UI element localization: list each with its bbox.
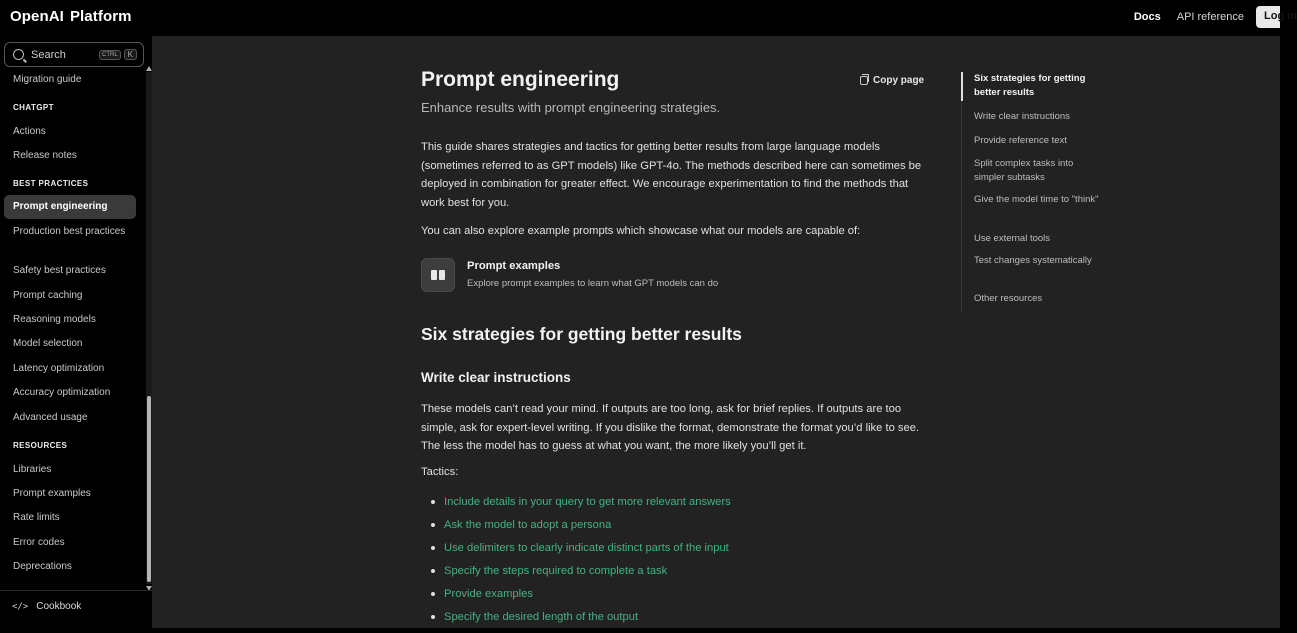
prompt-examples-card[interactable]	[421, 258, 718, 292]
toc-item-other-resources[interactable]: Other resources	[974, 293, 1043, 304]
tactic-link[interactable]: Specify the desired length of the output	[421, 610, 731, 633]
tactic-link[interactable]: Specify the steps required to complete a task	[421, 564, 731, 587]
book-icon	[421, 258, 455, 292]
kbd-ctrl: CTRL	[99, 50, 121, 60]
search-icon	[13, 49, 24, 60]
page-subtitle: Enhance results with prompt engineering strategies.	[421, 100, 721, 115]
toc-item-six-strategies[interactable]: Six strategies for getting better results	[974, 73, 1086, 98]
search-label: Search	[31, 48, 66, 61]
card-title: Prompt examples	[467, 260, 561, 272]
subsection-paragraph: These models can’t read your mind. If outputs are too long, ask for brief replies. If outputs are too simple, ask for expert-level writing. If you dislike the format, demonstrate the format you’d like to see. The less the model has to guess at what you want, the more likely you’ll get it.	[421, 403, 920, 452]
sidebar-item-safety-best-practices[interactable]: Safety best practices	[13, 265, 106, 276]
cookbook-label: Cookbook	[36, 601, 82, 612]
sidebar-item-accuracy-optimization[interactable]: Accuracy optimization	[13, 387, 111, 398]
toc-item-reference-text[interactable]: Provide reference text	[974, 135, 1067, 146]
toc-item-split-tasks[interactable]: Split complex tasks into simpler subtasks	[974, 158, 1074, 183]
tactics-label: Tactics:	[421, 466, 459, 478]
subsection-title: Write clear instructions	[421, 370, 571, 385]
copy-icon	[860, 76, 868, 85]
toc-item-write-clear[interactable]: Write clear instructions	[974, 111, 1070, 122]
main-content	[152, 36, 1280, 628]
sidebar-heading-chatgpt: CHATGPT	[13, 103, 54, 112]
login-button[interactable]: Log in	[1256, 6, 1280, 28]
sidebar-item-migration-guide[interactable]: Migration guide	[13, 74, 82, 85]
docs-link[interactable]: Docs	[1133, 11, 1161, 23]
sidebar-item-release-notes[interactable]: Release notes	[13, 150, 77, 161]
sidebar-item-advanced-usage[interactable]: Advanced usage	[13, 412, 88, 423]
sidebar-item-production-best-practices[interactable]: Production best practices	[13, 226, 126, 237]
top-bar	[0, 0, 1297, 36]
tactic-link[interactable]: Provide examples	[421, 587, 731, 610]
tactic-link[interactable]: Ask the model to adopt a persona	[421, 518, 731, 541]
brand-logo[interactable]	[10, 8, 138, 25]
sidebar-nav	[0, 70, 146, 590]
kbd-k: K	[124, 49, 137, 60]
sidebar-item-reasoning-models[interactable]: Reasoning models	[13, 314, 96, 325]
scroll-thumb[interactable]	[147, 396, 151, 582]
section-title: Six strategies for getting better results	[421, 324, 742, 344]
intro-paragraph: This guide shares strategies and tactics for getting better results from large language models (sometimes referred to as GPT models) like GPT-4o. The methods described here can sometimes be deployed in combination for greater effect. We encourage experimentation to find the methods that work best for you.	[421, 141, 922, 209]
sidebar-heading-best-practices: BEST PRACTICES	[13, 179, 89, 188]
api-reference-link[interactable]: API reference	[1176, 11, 1244, 23]
sidebar-item-deprecations[interactable]: Deprecations	[13, 561, 72, 572]
toc-active-indicator	[961, 72, 963, 101]
sidebar-item-error-codes[interactable]: Error codes	[13, 537, 65, 548]
tactic-link[interactable]: Use delimiters to clearly indicate distinct parts of the input	[421, 541, 731, 564]
sidebar-item-prompt-engineering[interactable]: Prompt engineering	[4, 195, 136, 219]
top-nav	[1133, 6, 1297, 28]
explore-paragraph: You can also explore example prompts which showcase what our models are capable of:	[421, 225, 861, 237]
sidebar-item-actions[interactable]: Actions	[13, 126, 46, 137]
toc-item-time-to-think[interactable]: Give the model time to "think"	[974, 194, 1099, 205]
sidebar-item-prompt-examples[interactable]: Prompt examples	[13, 488, 91, 499]
tactics-list	[421, 495, 731, 633]
copy-page-button[interactable]	[860, 75, 924, 86]
sidebar-item-rate-limits[interactable]: Rate limits	[13, 512, 60, 523]
sidebar-footer	[0, 590, 152, 628]
sidebar-item-prompt-caching[interactable]: Prompt caching	[13, 290, 83, 301]
sidebar	[0, 36, 152, 628]
brand-platform: Platform	[69, 8, 132, 25]
sidebar-item-latency-optimization[interactable]: Latency optimization	[13, 363, 105, 374]
toc-item-external-tools[interactable]: Use external tools	[974, 233, 1051, 244]
card-description: Explore prompt examples to learn what GPT models can do	[467, 278, 719, 289]
search-box[interactable]	[4, 42, 144, 67]
sidebar-item-libraries[interactable]: Libraries	[13, 464, 52, 475]
brand-openai: OpenAI	[10, 8, 64, 25]
tactic-link[interactable]: Include details in your query to get more relevant answers	[421, 495, 731, 518]
copy-page-label: Copy page	[873, 75, 925, 86]
toc-item-test-changes[interactable]: Test changes systematically	[974, 255, 1092, 266]
cookbook-link[interactable]	[12, 601, 81, 612]
page-title: Prompt engineering	[421, 68, 620, 91]
table-of-contents	[961, 72, 1101, 312]
code-icon: </>	[12, 601, 29, 612]
sidebar-heading-resources: RESOURCES	[13, 441, 68, 450]
sidebar-item-model-selection[interactable]: Model selection	[13, 338, 83, 349]
